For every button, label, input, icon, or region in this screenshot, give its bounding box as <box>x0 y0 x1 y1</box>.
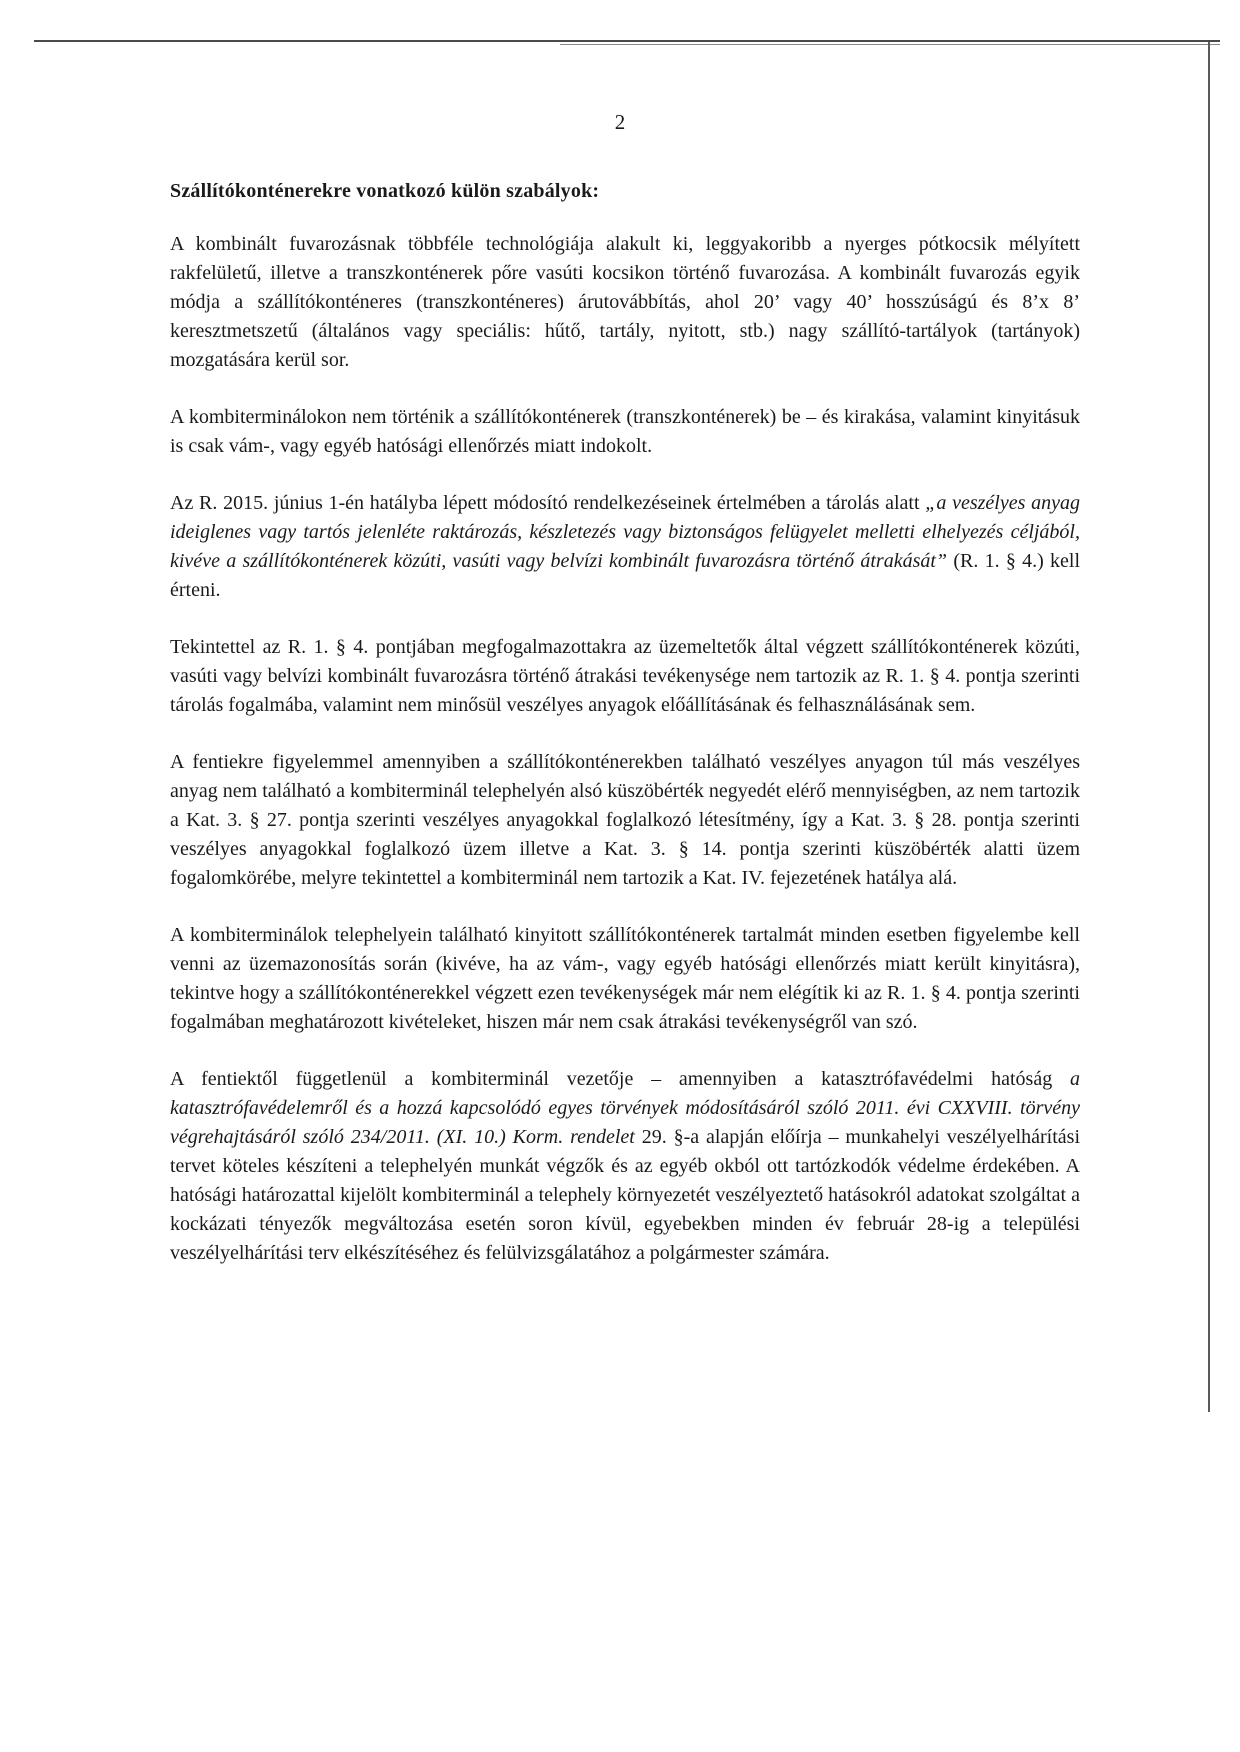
document-body <box>170 177 1080 1296</box>
paragraph-combined-transport: A kombinált fuvarozásnak többféle technológiája alakult ki, leggyakoribb a nyerges pótkocsik mélyített rakfelületű, illetve a transzkonténerek pőre vasúti kocsikon történő fuvarozása. A kombinált fuvarozás egyik módja a szállítókonténeres (transzkonténeres) árutovábbítás, ahol 20’ vagy 40’ hosszúságú és 8’x 8’ keresztmetszetű (általános vagy speciális: hűtő, tartály, nyitott, stb.) nagy szállító-tartályok (tartányok) mozgatására kerül sor. <box>170 233 1080 371</box>
paragraph-opened-containers: A kombiterminálok telephelyein található kinyitott szállítókonténerek tartalmát minden esetben figyelembe kell venni az üzemazonosítás során (kivéve, ha az vám-, vagy egyéb hatósági ellenőrzés miatt került kinyitásra), tekintve hogy a szállítókonténerekkel végzett ezen tevékenységek már nem elégítik ki az R. 1. § 4. pontja szerinti fogalmában meghatározott kivételeket, hiszen már nem csak átrakási tevékenységről van szó. <box>170 924 1080 1033</box>
storage-definition-quote: „a veszélyes anyag ideiglenes vagy tartós jelenléte raktározás, készletezés vagy biztonságos felügyelet melletti elhelyezés céljából, kivéve a szállítókonténerek közúti, vasúti vagy belvízi kombinált fuvarozásra történő átrakását” <box>170 492 1081 572</box>
emergency-plan-decree-title: a katasztrófavédelemről és a hozzá kapcsolódó egyes törvények módosításáról szóló 2011. évi CXXVIII. törvény végrehajtásáról szóló 234/2011. (XI. 10.) Korm. rendelet <box>170 1068 1080 1148</box>
emergency-plan-body: 29. §-a alapján előírja – munkahelyi veszélyelhárítási tervet köteles készíteni a telephelyén munkát végzők és az egyéb okból ott tartózkodók védelme érdekében. A hatósági határozattal kijelölt kombiterminál a telephely környezetét veszélyeztető hatásokról adatokat szolgáltat a kockázati tényezők megváltozása esetén soron kívül, egyebekben minden év február 28-ig a települési veszélyelhárítási terv elkészítéséhez és felülvizsgálatához a polgármester számára. <box>170 1126 1080 1264</box>
paragraph-storage-definition <box>170 489 1080 605</box>
storage-definition-reference: (R. 1. § 4.) kell érteni. <box>170 550 1080 601</box>
page-number: 2 <box>614 110 626 134</box>
storage-definition-intro: Az R. 2015. június 1-én hatályba lépett módosító rendelkezéseinek értelmében a tárolás alatt <box>170 492 926 514</box>
paragraph-transshipment-activity: Tekintettel az R. 1. § 4. pontjában megfogalmazottakra az üzemeltetők által végzett szállítókonténerek közúti, vasúti vagy belvízi kombinált fuvarozásra történő átrakási tevékenysége nem tartozik az R. 1. § 4. pontja szerinti tárolás fogalmába, valamint nem minősül veszélyes anyagok előállításának és felhasználásának sem. <box>170 636 1080 716</box>
scan-right-edge <box>1208 42 1210 1412</box>
scan-top-edge <box>34 40 1220 42</box>
emergency-plan-intro: A fentiektől függetlenül a kombiterminál vezetője – amennyiben a katasztrófavédelmi hatóság <box>170 1068 1070 1090</box>
scan-top-edge-shadow <box>560 44 1220 45</box>
section-heading: Szállítókonténerekre vonatkozó külön szabályok: <box>170 180 600 202</box>
paragraph-hazardous-threshold: A fentiekre figyelemmel amennyiben a szállítókonténerekben található veszélyes anyagon túl más veszélyes anyag nem található a kombiterminál telephelyén alsó küszöbérték negyedét elérő mennyiségben, az nem tartozik a Kat. 3. § 27. pontja szerinti veszélyes anyagokkal foglalkozó létesítmény, így a Kat. 3. § 28. pontja szerinti veszélyes anyagokkal foglalkozó üzem illetve a Kat. 3. § 14. pontja szerinti küszöbérték alatti üzem fogalomkörébe, melyre tekintettel a kombiterminál nem tartozik a Kat. IV. fejezetének hatálya alá. <box>170 751 1080 889</box>
paragraph-emergency-plan <box>170 1065 1080 1268</box>
paragraph-terminal-unloading: A kombiterminálokon nem történik a szállítókonténerek (transzkonténerek) be – és kirakása, valamint kinyitásuk is csak vám-, vagy egyéb hatósági ellenőrzés miatt indokolt. <box>170 406 1080 457</box>
